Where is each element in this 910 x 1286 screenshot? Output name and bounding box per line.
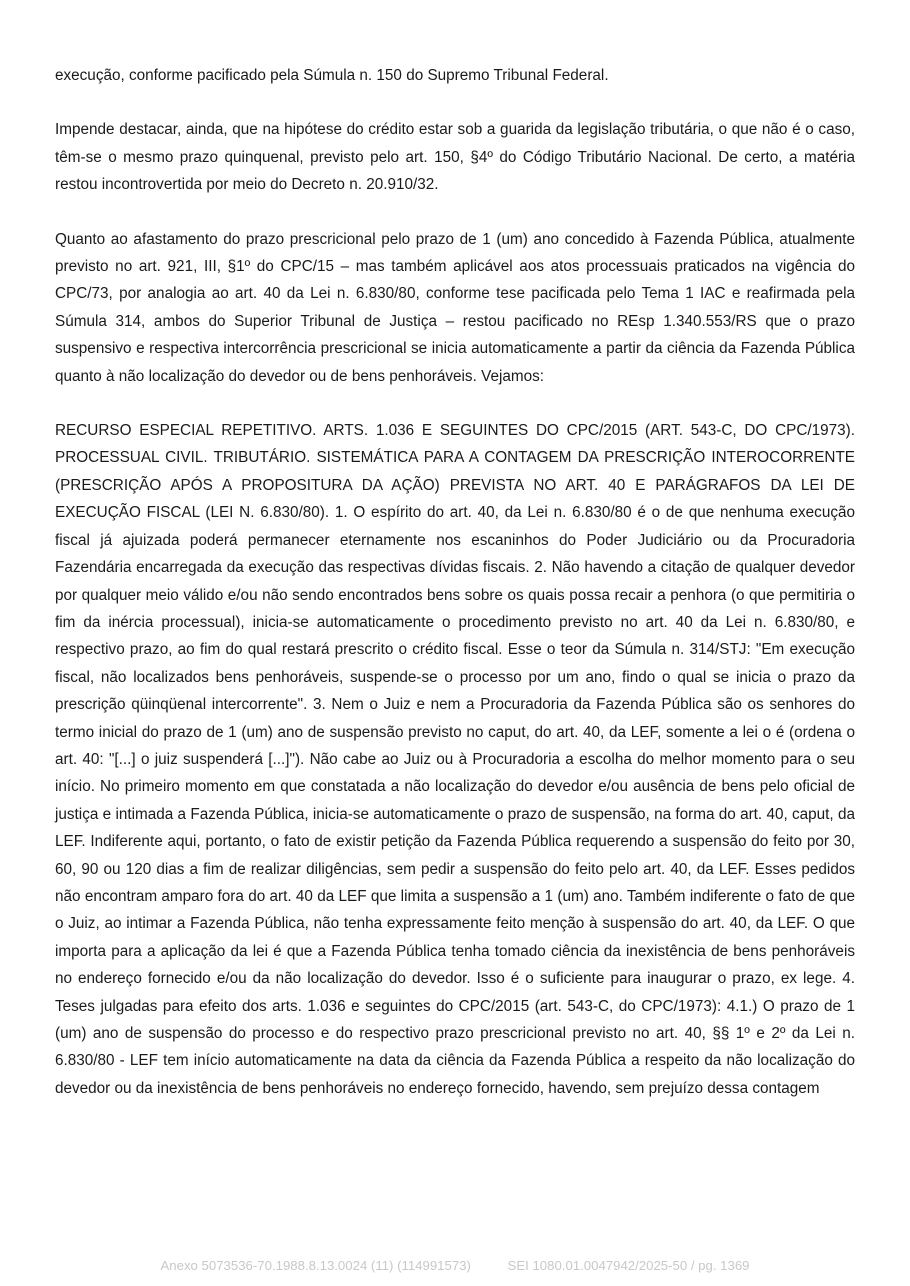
- footer-annex-reference: Anexo 5073536-70.1988.8.13.0024 (11) (114991573): [160, 1258, 471, 1273]
- paragraph-sumula-150: execução, conforme pacificado pela Súmula n. 150 do Supremo Tribunal Federal.: [55, 67, 609, 84]
- paragraph-legislacao-tributaria: Impende destacar, ainda, que na hipótese do crédito estar sob a guarida da legislação tributária, o que não é o caso, têm-se o mesmo prazo quinquenal, previsto pelo art. 150, §4º do Código Tributário Nacional. De certo, a matéria restou incontrovertida por meio do Decreto n. 20.910/32.: [55, 121, 855, 194]
- document-body: [55, 62, 855, 1102]
- footer-sei-reference: SEI 1080.01.0047942/2025-50 / pg. 1369: [507, 1258, 750, 1273]
- paragraph-recurso-especial-citation: RECURSO ESPECIAL REPETITIVO. ARTS. 1.036 E SEGUINTES DO CPC/2015 (ART. 543-C, DO CPC/1973). PROCESSUAL CIVIL. TRIBUTÁRIO. SISTEMÁTICA PARA A CONTAGEM DA PRESCRIÇÃO INTEROCORRENTE (PRESCRIÇÃO APÓS A PROPOSITURA DA AÇÃO) PREVISTA NO ART. 40 E PARÁGRAFOS DA LEI DE EXECUÇÃO FISCAL (LEI N. 6.830/80). 1. O espírito do art. 40, da Lei n. 6.830/80 é o de que nenhuma execução fiscal já ajuizada poderá permanecer eternamente nos escaninhos do Poder Judiciário ou da Procuradoria Fazendária encarregada da execução das respectivas dívidas fiscais. 2. Não havendo a citação de qualquer devedor por qualquer meio válido e/ou não sendo encontrados bens sobre os quais possa recair a penhora (o que permitiria o fim da inércia processual), inicia-se automaticamente o procedimento previsto no art. 40 da Lei n. 6.830/80, e respectivo prazo, ao fim do qual restará prescrito o crédito fiscal. Esse o teor da Súmula n. 314/STJ: "Em execução fiscal, não localizados bens penhoráveis, suspende-se o processo por um ano, findo o qual se inicia o prazo da prescrição qüinqüenal intercorrente". 3. Nem o Juiz e nem a Procuradoria da Fazenda Pública são os senhores do termo inicial do prazo de 1 (um) ano de suspensão previsto no caput, do art. 40, da LEF, somente a lei o é (ordena o art. 40: "[...] o juiz suspenderá [...]"). Não cabe ao Juiz ou à Procuradoria a escolha do melhor momento para o seu início. No primeiro momento em que constatada a não localização do devedor e/ou ausência de bens pelo oficial de justiça e intimada a Fazenda Pública, inicia-se automaticamente o prazo de suspensão, na forma do art. 40, caput, da LEF. Indiferente aqui, portanto, o fato de existir petição da Fazenda Pública requerendo a suspensão do feito por 30, 60, 90 ou 120 dias a fim de realizar diligências, sem pedir a suspensão do feito pelo art. 40, da LEF. Esses pedidos não encontram amparo fora do art. 40 da LEF que limita a suspensão a 1 (um) ano. Também indiferente o fato de que o Juiz, ao intimar a Fazenda Pública, não tenha expressamente feito menção à suspensão do art. 40, da LEF. O que importa para a aplicação da lei é que a Fazenda Pública tenha tomado ciência da inexistência de bens penhoráveis no endereço fornecido e/ou da não localização do devedor. Isso é o suficiente para inaugurar o prazo, ex lege. 4. Teses julgadas para efeito dos arts. 1.036 e seguintes do CPC/2015 (art. 543-C, do CPC/1973): 4.1.) O prazo de 1 (um) ano de suspensão do processo e do respectivo prazo prescricional previsto no art. 40, §§ 1º e 2º da Lei n. 6.830/80 - LEF tem início automaticamente na data da ciência da Fazenda Pública a respeito da não localização do devedor ou da inexistência de bens penhoráveis no endereço fornecido, havendo, sem prejuízo dessa contagem: [55, 422, 855, 1097]
- paragraph-prazo-prescricional: Quanto ao afastamento do prazo prescricional pelo prazo de 1 (um) ano concedido à Fazenda Pública, atualmente previsto no art. 921, III, §1º do CPC/15 – mas também aplicável aos atos processuais praticados na vigência do CPC/73, por analogia ao art. 40 da Lei n. 6.830/80, conforme tese pacificada pelo Tema 1 IAC e reafirmada pela Súmula 314, ambos do Superior Tribunal de Justiça – restou pacificado no REsp 1.340.553/RS que o prazo suspensivo e respectiva intercorrência prescricional se inicia automaticamente a partir da ciência da Fazenda Pública quanto à não localização do devedor ou de bens penhoráveis. Vejamos:: [55, 230, 855, 385]
- page-footer: [0, 1258, 910, 1273]
